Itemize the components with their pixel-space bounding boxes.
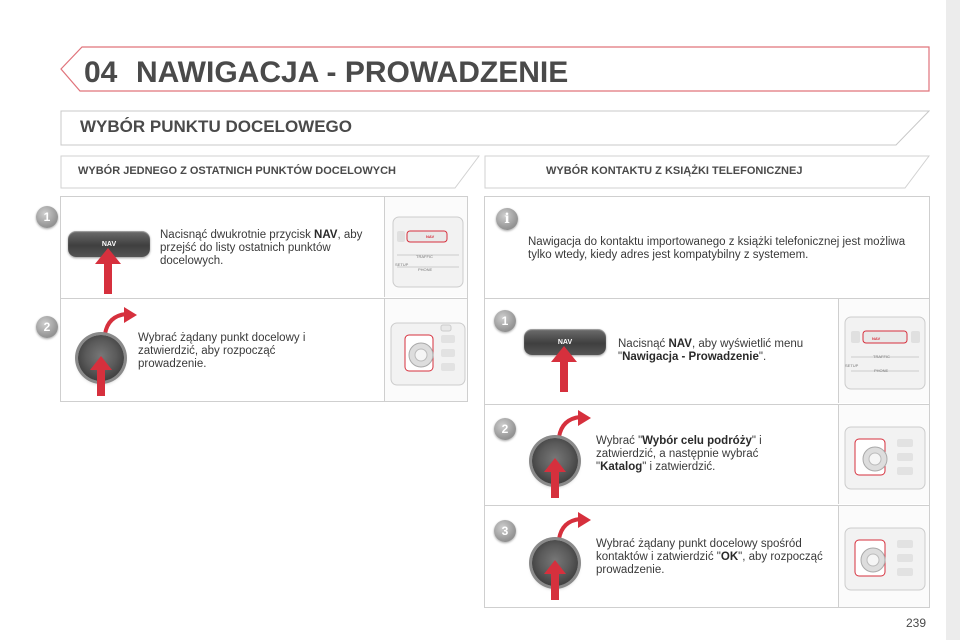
right-step-1-text: Nacisnąć NAV, aby wyświetlić menu "Nawigacja - Prowadzenie".: [618, 338, 804, 363]
page-title: NAWIGACJA - PROWADZENIE: [136, 56, 569, 89]
rotate-arrow-icon: [556, 409, 592, 439]
press-arrow-icon: [95, 248, 121, 294]
press-arrow-icon: [544, 560, 566, 600]
thumb-setup-label: SETUP: [395, 262, 409, 267]
nav-button-illustration: NAV: [68, 231, 150, 257]
page-number: 239: [906, 616, 927, 630]
thumb-nav-label: NAV: [426, 234, 435, 239]
press-arrow-icon: [544, 458, 566, 498]
thumb-phone-label: PHONE: [418, 267, 433, 272]
left-step-1-badge: 1: [36, 206, 58, 228]
right-step-3-badge: 3: [494, 520, 516, 542]
right-step-1-badge: 1: [494, 310, 516, 332]
right-step-1-thumbnail: [838, 299, 929, 403]
section-title: WYBÓR PUNKTU DOCELOWEGO: [80, 117, 352, 136]
left-step-1-thumbnail: [384, 197, 467, 297]
thumb-traffic-label: TRAFFIC: [873, 354, 890, 359]
right-step-2-badge: 2: [494, 418, 516, 440]
press-arrow-icon: [551, 346, 577, 392]
right-step-3-thumbnail: [838, 506, 929, 607]
thumb-setup-label: SETUP: [845, 363, 859, 368]
right-step-3-text: Wybrać żądany punkt docelowy spośród kontaktów i zatwierdzić "OK", aby rozpocząć prowadzenie.: [596, 538, 823, 576]
rotate-arrow-icon: [102, 306, 138, 336]
thumb-traffic-label: TRAFFIC: [416, 254, 433, 259]
info-badge: i: [496, 208, 518, 230]
left-column-title: WYBÓR JEDNEGO Z OSTATNICH PUNKTÓW DOCELOWYCH: [78, 165, 396, 177]
nav-button-illustration: NAV: [524, 329, 606, 355]
chapter-number: 04: [84, 56, 118, 89]
rotate-arrow-icon: [556, 511, 592, 541]
left-step-2-thumbnail: [384, 299, 467, 401]
thumb-phone-label: PHONE: [874, 368, 889, 373]
press-arrow-icon: [90, 356, 112, 396]
right-step-2-text: Wybrać "Wybór celu podróży" i zatwierdzić, a następnie wybrać "Katalog" i zatwierdzić.: [596, 435, 762, 473]
left-step-1-text: Nacisnąć dwukrotnie przycisk NAV, aby przejść do listy ostatnich punktów docelowych.: [160, 229, 363, 267]
left-step-2-text: Wybrać żądany punkt docelowy i zatwierdzić, aby rozpocząć prowadzenie.: [138, 332, 306, 370]
thumb-nav-label: NAV: [872, 336, 881, 341]
right-column-title: WYBÓR KONTAKTU Z KSIĄŻKI TELEFONICZNEJ: [546, 165, 803, 177]
right-step-2-thumbnail: [838, 405, 929, 504]
right-sidebar-strip: [946, 0, 960, 640]
left-step-2-badge: 2: [36, 316, 58, 338]
info-text: Nawigacja do kontaktu importowanego z książki telefonicznej jest możliwa tylko wtedy, kiedy adres jest kompatybilny z systemem.: [528, 236, 906, 261]
